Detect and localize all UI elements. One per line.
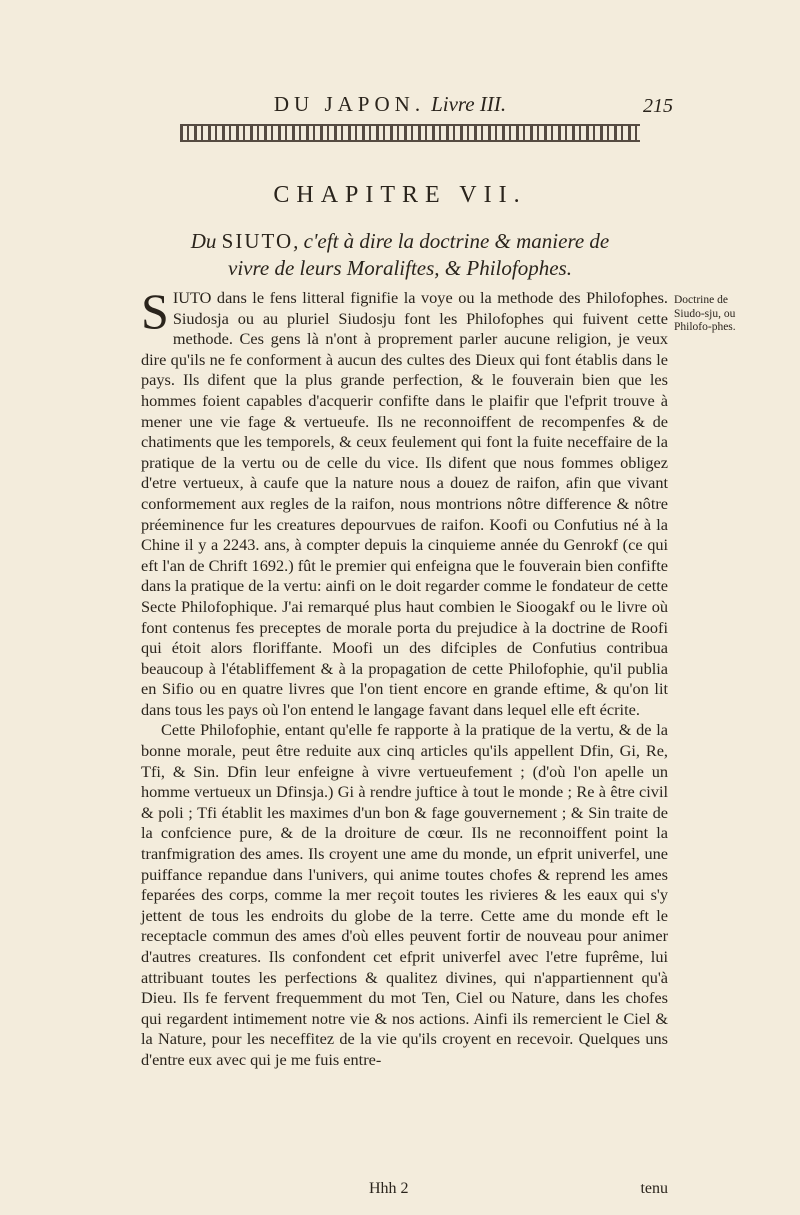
running-head-title: DU JAPON. [273, 92, 426, 116]
catchword: tenu [640, 1180, 668, 1197]
margin-note: Doctrine de Siudo-sju, ou Philofo-phes. [674, 294, 736, 333]
subtitle-pre: Du [190, 229, 222, 253]
page-number: 215 [643, 95, 673, 117]
paragraph-2: Cette Philofophie, entant qu'elle fe rapporte à la pratique de la vertu, & de la bonne morale, peut être reduite aux cinq articles qu'ils appellent Dfin, Gi, Re, Tfi, & Sin. Dfin leur enfeigne à vivre vertueufement ; (d'où l'on apelle un homme vertueux un Dfinsja.) Gi à rendre juftice à tout le monde ; Re à être civil & poli ; Tfi établit les maximes d'un bon & fage gouvernement ; & Sin traite de la confcience pure, & de la droiture de cœur. Ils ne reconnoiffent point la tranfmigration des ames. Ils croyent une ame du monde, un efprit univerfel, une puiffance repandue dans l'univers, qui anime toutes chofes & reprend les ames feparées des corps, comme la mer reçoit toutes les rivieres & les eaux qui s'y jettent de tous les endroits du globe de la terre. Cette ame du monde eft le receptacle commun des ames d'où elles peuvent fortir de nouveau pour animer d'autres creatures. Ils confondent cet efprit univerfel avec l'etre fuprême, lui attribuant toutes les perfections & qualitez divines, qui n'appartiennent qu'à Dieu. Ils fe fervent frequemment du mot Ten, Ciel ou Nature, dans les chofes qui regardent intimement notre vie & nos actions. Ainfi ils remercient le Ciel & la Nature, pour les neceffitez de la vie qu'ils croyent en recevoir. Quelques uns d'entre eux avec qui je me fuis entre- [141, 720, 668, 1069]
subtitle-post: , c'eft à dire la doctrine & maniere de [293, 229, 610, 253]
subtitle-caps: SIUTO [221, 229, 294, 253]
paragraph-1-text: IUTO dans le fens litteral fignifie la voye ou la methode des Philofophes. Siudosja ou au pluriel Siudosju font les Philofophes qui fuivent cette methode. Ces gens là n'ont à proprement parler aucune religion, je veux dire qu'ils ne fe conforment à aucun des cultes des Dieux qui font établis dans le pays. Ils difent que la plus grande perfection, & le fouverain bien que les hommes foient capables d'acquerir confifte dans le plaifir que l'efprit trouve à mener une vie fage & vertueufe. Ils ne reconnoiffent de recompenfes & de chatiments que les temporels, & ceux feulement qui font la fuite neceffaire de la pratique de la vertu ou de celle du vice. Ils difent que nous fommes obligez d'etre vertueux, à caufe que la nature nous a douez de raifon, afin que vivant conformement aux regles de la raifon, nous montrions nôtre difference & nôtre préeminence fur les creatures depourvues de raifon. Koofi ou Confutius né à la Chine il y a 2243. ans, à compter depuis la cinquieme année du Genrokf (ce qui eft l'an de Chrift 1692.) fût le premier qui enfeigna que le fouverain bien confifte dans la pratique de la vertu: ainfi on le doit regarder comme le fondateur de cette Secte Philofophique. J'ai remarqué plus haut combien le Sioogakf ou le livre où font contenus fes preceptes de morale porta du prejudice à la doctrine de Roofi qui étoit alors floriffante. Moofi un des difciples de Confutius contribua beaucoup à l'établiffement & à la propagation de cette Philofophie, qu'il publia en Sifio ou en quatre livres que l'on tient encore en grande eftime, & qu'on lit dans tous les pays où l'on entend le langage favant dans lequel elle eft écrite. [141, 288, 668, 719]
running-head [150, 92, 630, 117]
chapter-title: CHAPITRE VII. [273, 182, 527, 208]
subtitle-line-1 [150, 228, 650, 255]
paragraph-1 [141, 283, 668, 720]
body-text [141, 283, 668, 1071]
signature-mark: Hhh 2 [369, 1180, 409, 1197]
decorative-border-ornament [180, 124, 640, 142]
chapter-subtitle [150, 228, 650, 282]
drop-cap: S [141, 283, 169, 339]
subtitle-line-2: vivre de leurs Moraliftes, & Philofophes. [228, 256, 572, 280]
running-head-book: Livre III. [431, 92, 507, 116]
